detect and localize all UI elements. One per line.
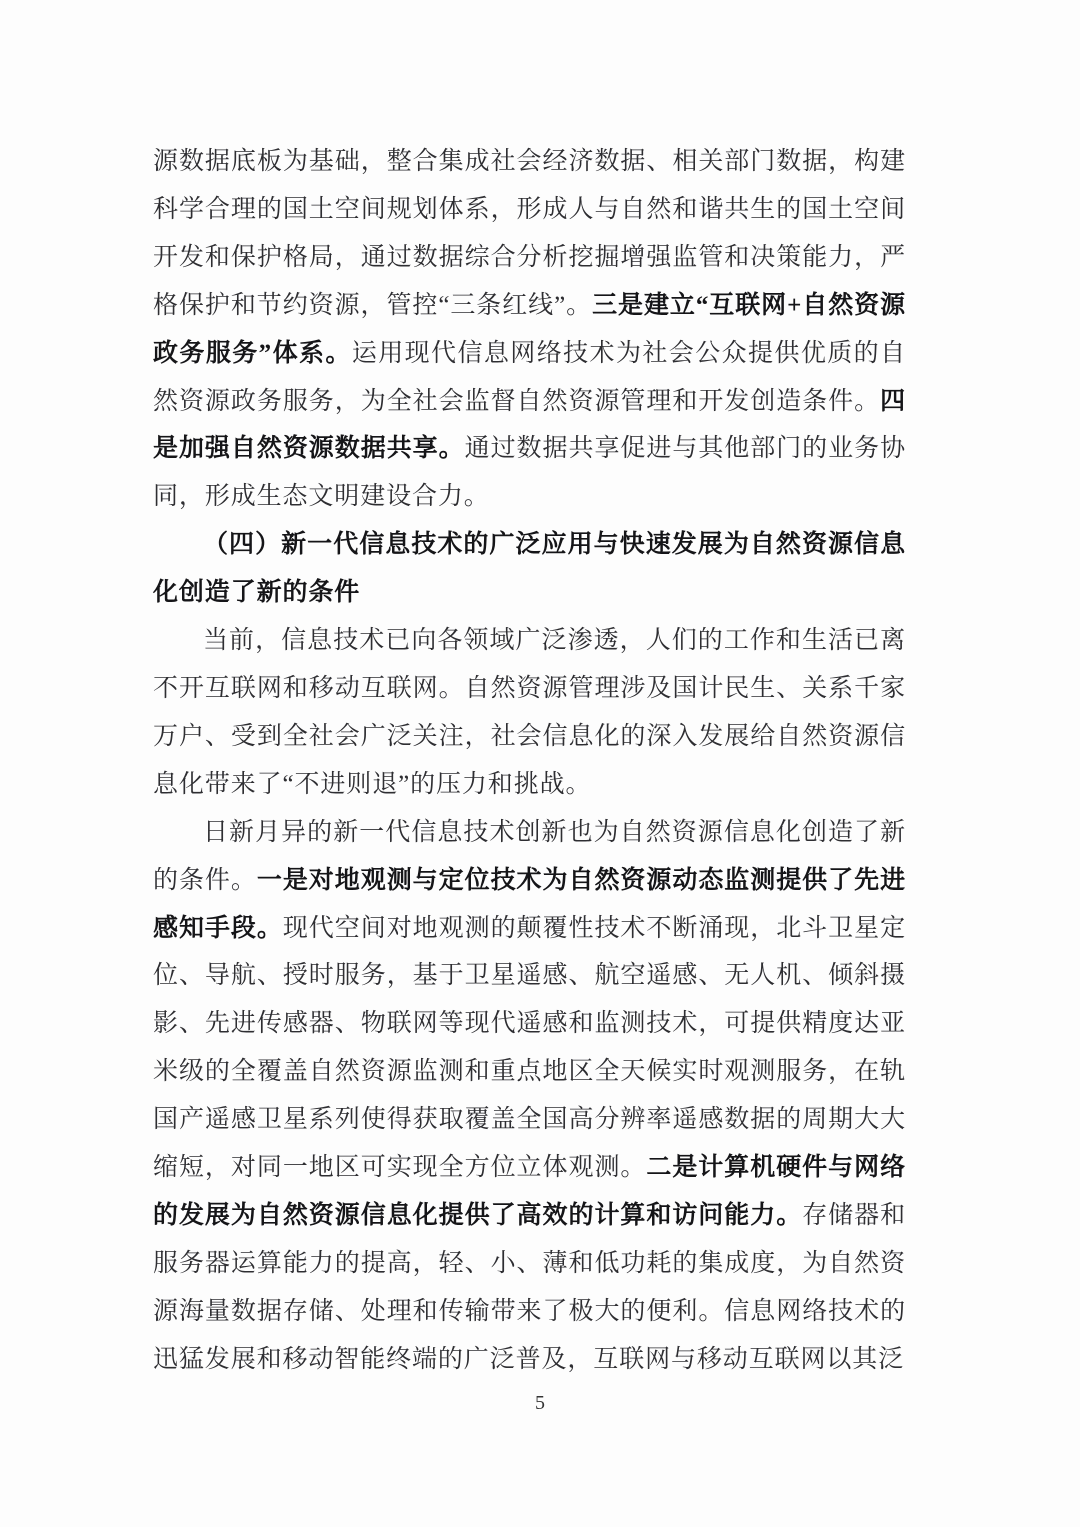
text-segment: 存储器和服务器运算能力的提高，轻、小、薄和低功耗的集成度，为自然资源海量数据存储、处理和传输带来了极大的便利。信息网络技术的迅猛发展和移动智能终端的广泛普及，互联网与移动互联网以其泛 bbox=[153, 1201, 906, 1373]
body-paragraph bbox=[153, 138, 906, 521]
text-segment: 运用现代信息网络技术为社会公众提供优质的自然资源政务服务，为全社会监督自然资源管理和开发创造条件。 bbox=[153, 339, 906, 415]
page-footer bbox=[0, 1392, 1080, 1415]
text-segment: 当前，信息技术已向各领域广泛渗透，人们的工作和生活已离不开互联网和移动互联网。自然资源管理涉及国计民生、关系千家万户、受到全社会广泛关注，社会信息化的深入发展给自然资源信息化带来了“不进则退”的压力和挑战。 bbox=[153, 627, 906, 798]
text-segment: 通过数据共享促进与其他部门的业务协同，形成生态文明建设合力。 bbox=[153, 435, 906, 511]
emphasis-text: 一是对地观测与定位技术为自然资源动态监测提供了先进感知手段。 bbox=[153, 866, 906, 942]
text-segment: 日新月异的新一代信息技术创新也为自然资源信息化创造了新的条件。 bbox=[153, 818, 906, 894]
text-segment: 现代空间对地观测的颠覆性技术不断涌现，北斗卫星定位、导航、授时服务，基于卫星遥感、航空遥感、无人机、倾斜摄影、先进传感器、物联网等现代遥感和监测技术，可提供精度达亚米级的全覆盖自然资源监测和重点地区全天候实时观测服务，在轨国产遥感卫星系列使得获取覆盖全国高分辨率遥感数据的周期大大缩短，对同一地区可实现全方位立体观测。 bbox=[153, 914, 906, 1182]
document-body bbox=[153, 138, 906, 1384]
emphasis-text: 三是建立“互联网+自然资源政务服务”体系。 bbox=[153, 291, 906, 367]
page-number: 5 bbox=[535, 1392, 545, 1414]
body-paragraph bbox=[153, 617, 906, 809]
section-heading bbox=[153, 521, 906, 617]
emphasis-text: 二是计算机硬件与网络的发展为自然资源信息化提供了高效的计算和访问能力。 bbox=[153, 1154, 906, 1229]
emphasis-text: 四是加强自然资源数据共享。 bbox=[153, 387, 906, 463]
emphasis-text: （四）新一代信息技术的广泛应用与快速发展为自然资源信息化创造了新的条件 bbox=[153, 530, 906, 607]
body-paragraph bbox=[153, 809, 906, 1384]
text-segment: 源数据底板为基础，整合集成社会经济数据、相关部门数据，构建科学合理的国土空间规划体系，形成人与自然和谐共生的国土空间开发和保护格局，通过数据综合分析挖掘增强监管和决策能力，严格保护和节约资源，管控“三条红线”。 bbox=[153, 148, 906, 319]
